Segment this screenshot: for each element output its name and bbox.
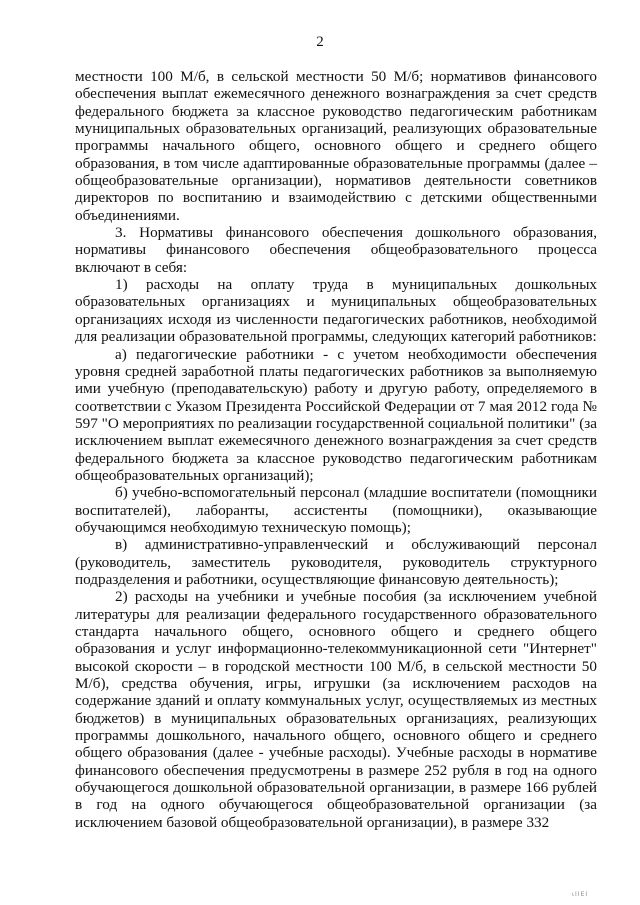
paragraph-item-3: 3. Нормативы финансового обеспечения дошкольного образования, нормативы финансового обеспечения общеобразовательного процесса включают в себя: bbox=[75, 224, 597, 276]
footer-scan-mark: ιΙΙΕΙ bbox=[572, 891, 589, 898]
paragraph-subitem-1: 1) расходы на оплату труда в муниципальных дошкольных образовательных организациях и муниципальных общеобразовательных организациях исходя из численности педагогических работников, необходимой для реализации образовательной программы, следующих категорий работников: bbox=[75, 276, 597, 346]
paragraph-subitem-b: б) учебно-вспомогательный персонал (младшие воспитатели (помощники воспитателей), лаборанты, ассистенты (помощники), оказывающие обучающимся необходимую техническую помощь); bbox=[75, 484, 597, 536]
paragraph-subitem-a: а) педагогические работники - с учетом необходимости обеспечения уровня средней заработной платы педагогических работников за выполняемую ими учебную (преподавательскую) работу и другую работу, определяемого в соответствии с Указом Президента Российской Федерации от 7 мая 2012 года № 597 "О мероприятиях по реализации государственной социальной политики" (за исключением выплат ежемесячного денежного вознаграждения за счет средств федерального бюджета за классное руководство педагогическим работникам общеобразовательных организаций); bbox=[75, 345, 597, 484]
document-body bbox=[75, 68, 597, 831]
paragraph-continuation: местности 100 М/б, в сельской местности 50 М/б; нормативов финансового обеспечения выплат ежемесячного денежного вознаграждения за счет средств федерального бюджета за классное руководство педагогическим работникам муниципальных образовательных организаций, реализующих образовательные программы начального общего, основного общего и среднего общего образования, в том числе адаптированные образовательные программы (далее – общеобразовательные организации), нормативов деятельности советников директоров по воспитанию и взаимодействию с детскими общественными объединениями. bbox=[75, 68, 597, 224]
paragraph-subitem-v: в) административно-управленческий и обслуживающий персонал (руководитель, заместитель руководителя, руководитель структурного подразделения и работники, осуществляющие финансовую деятельность); bbox=[75, 536, 597, 588]
paragraph-subitem-2: 2) расходы на учебники и учебные пособия (за исключением учебной литературы для реализации федерального государственного образовательного стандарта начального общего, основного общего и среднего общего образования и услуг информационно-телекоммуникационной сети "Интернет" высокой скорости – в городской местности 100 М/б, в сельской местности 50 М/б), средства обучения, игры, игрушки (за исключением расходов на содержание зданий и оплату коммунальных услуг, осуществляемых из местных бюджетов) в муниципальных образовательных организациях, реализующих программы дошкольного, начального общего, основного общего и среднего общего образования (далее - учебные расходы). Учебные расходы в нормативе финансового обеспечения предусмотрены в размере 252 рубля в год на одного обучающегося дошкольной образовательной организации, в размере 166 рублей в год на одного обучающегося общеобразовательной организации (за исключением базовой общеобразовательной организации), в размере 332 bbox=[75, 588, 597, 831]
page-number: 2 bbox=[316, 34, 324, 50]
